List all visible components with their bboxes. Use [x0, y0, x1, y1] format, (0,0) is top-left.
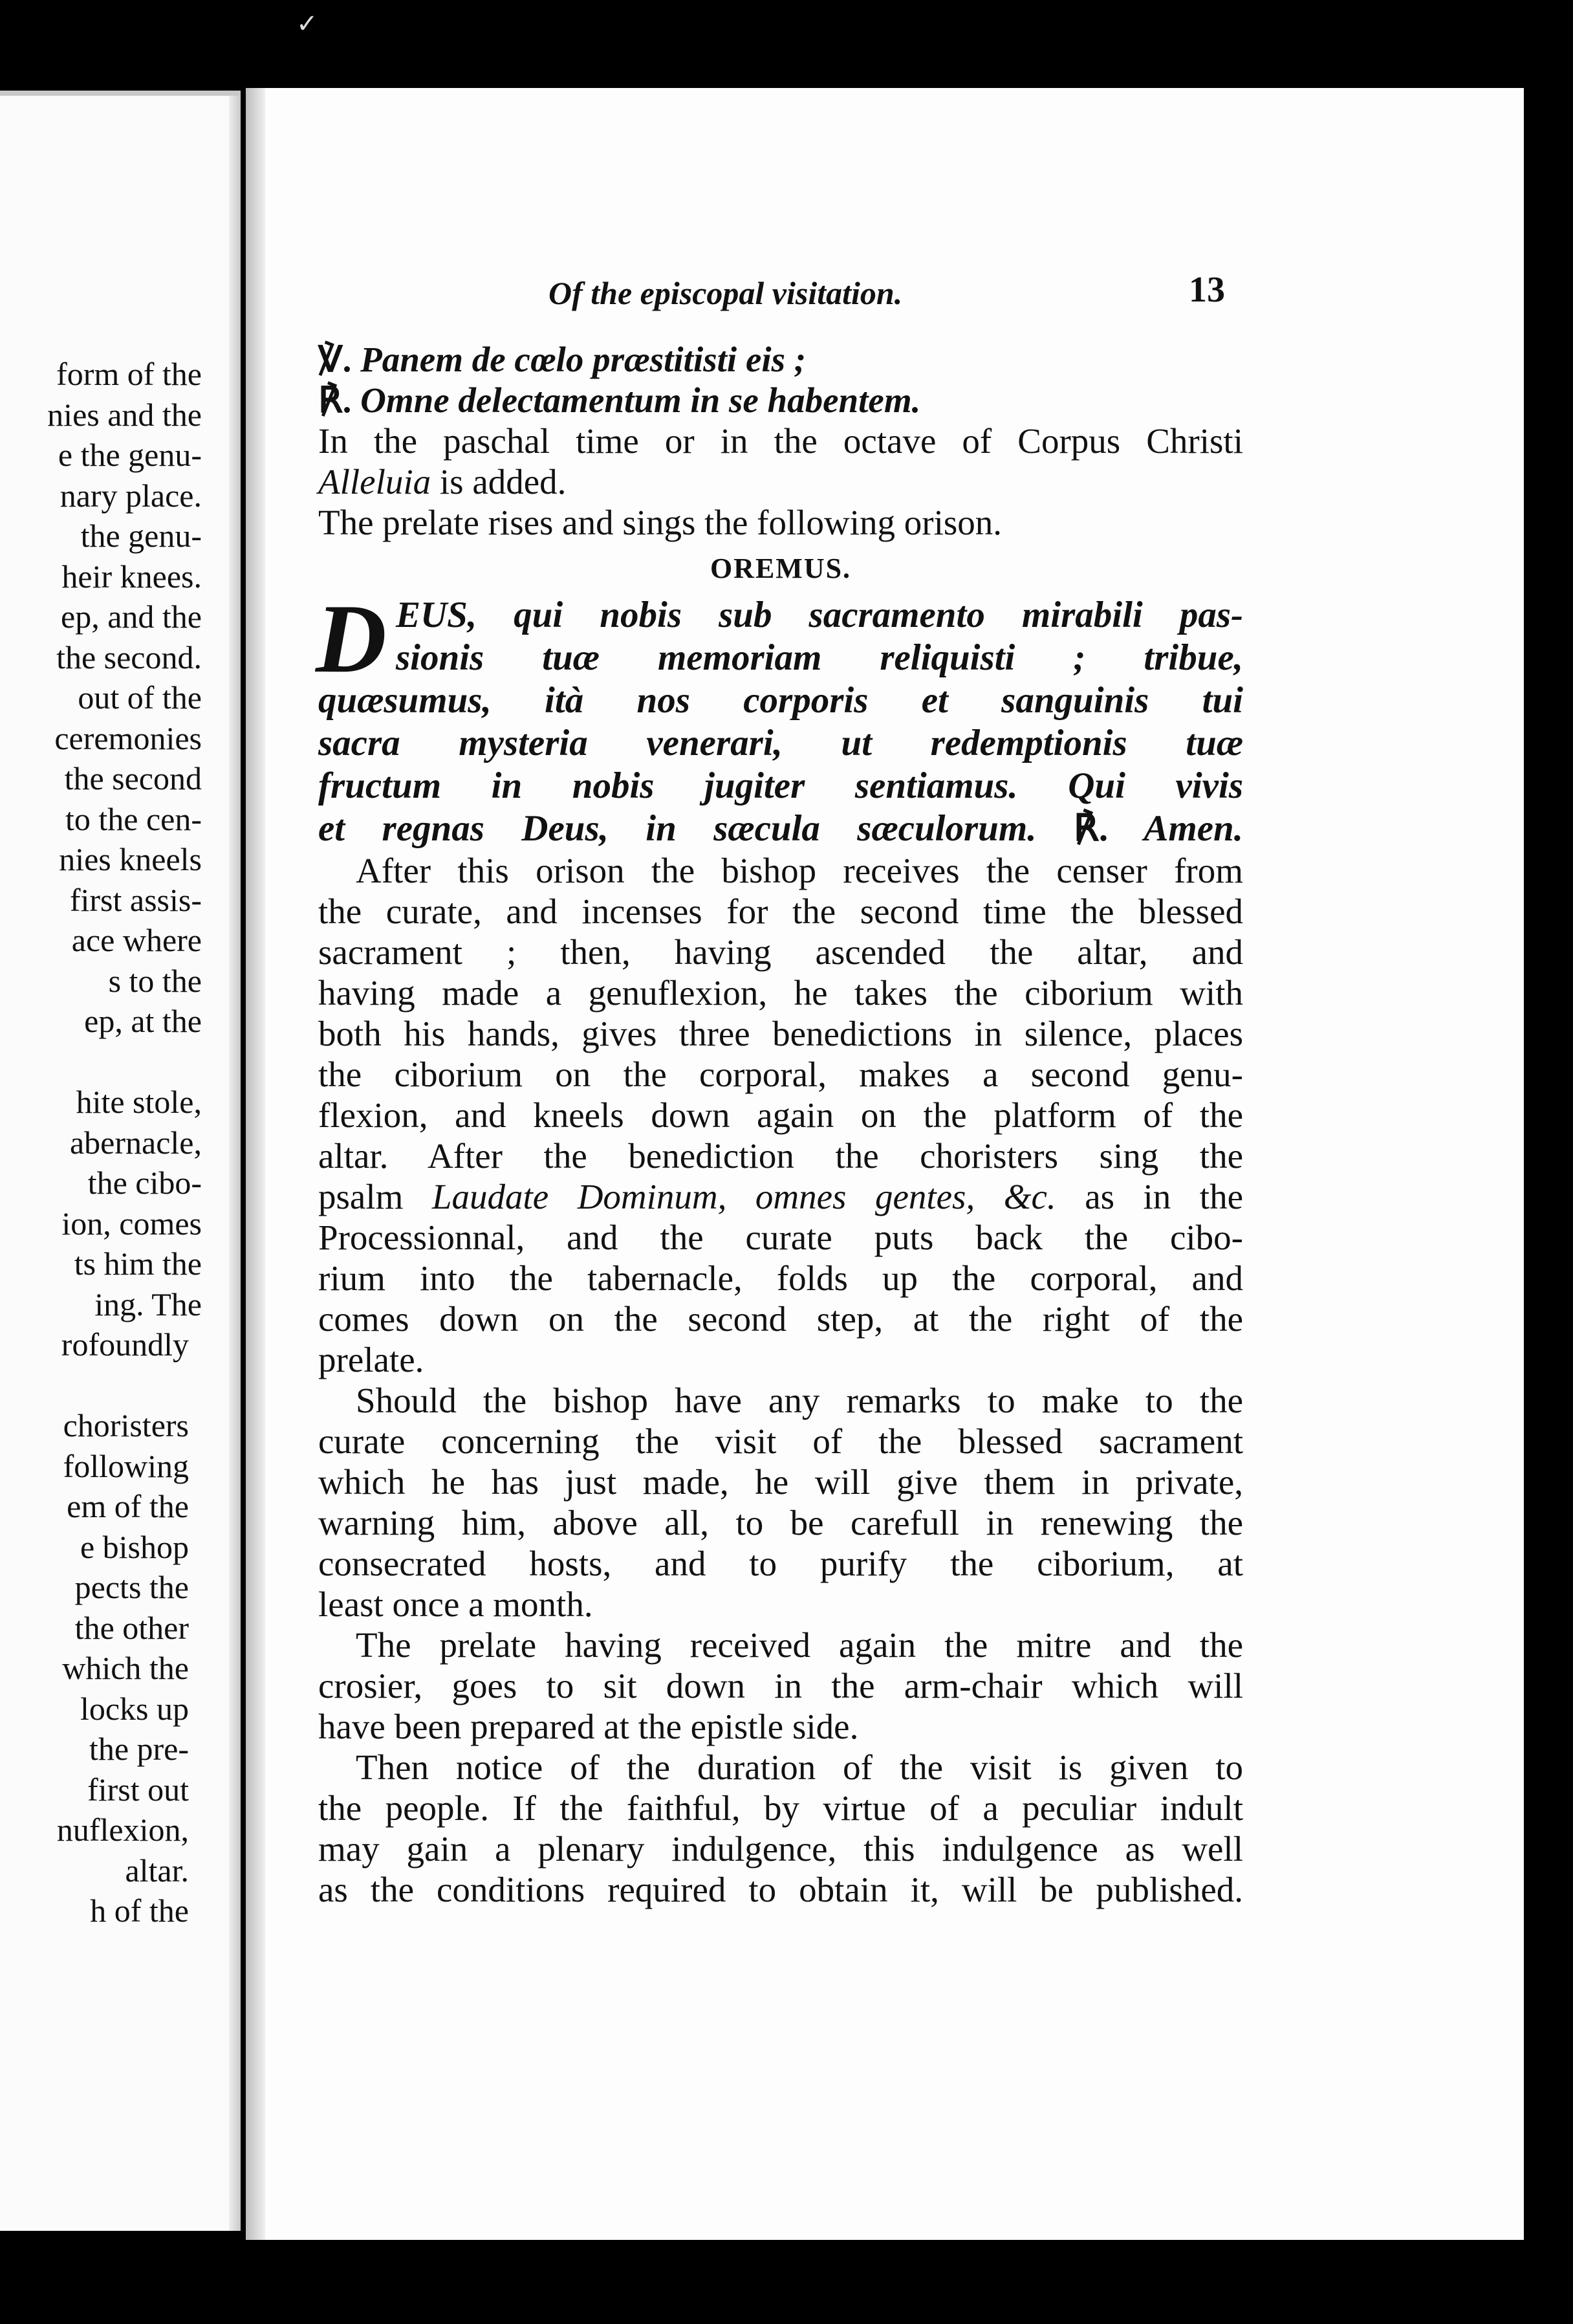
text-line: Should the bishop have any remarks to make to the — [356, 1381, 1243, 1420]
left-page-line: ceremonies — [54, 719, 202, 756]
left-page-line: ion, comes — [61, 1205, 202, 1242]
text-line: prelate. — [318, 1340, 424, 1379]
text-line: both his hands, gives three benedictions in silence, places — [318, 1014, 1243, 1053]
left-page-line: nies and the — [47, 396, 202, 433]
text-line: consecrated hosts, and to purify the ciborium, at — [318, 1544, 1243, 1583]
text-line: Then notice of the duration of the visit is given to — [356, 1748, 1243, 1787]
rubric-line: The prelate rises and sings the following orison. — [318, 503, 1003, 542]
left-page-line: ts him the — [74, 1245, 202, 1282]
left-page-line: nuflexion, — [56, 1812, 189, 1848]
paragraph-after-orison — [318, 850, 1243, 1380]
prayer-text: et regnas Deus, in sæcula sæculorum. — [318, 808, 1037, 849]
prayer-line: quæsumus, ità nos corporis et sanguinis tui — [318, 680, 1243, 721]
text-line: which he has just made, he will give them in private, — [318, 1462, 1243, 1502]
left-page-line: which the — [62, 1650, 189, 1686]
left-page-line: em of the — [67, 1488, 189, 1524]
left-page-line: the cibo- — [87, 1165, 202, 1201]
text-line: having made a genuflexion, he takes the ciborium with — [318, 973, 1243, 1013]
left-page-line: ep, at the — [84, 1003, 202, 1039]
psalm-pre: psalm — [318, 1177, 404, 1216]
left-page-line: heir knees. — [61, 558, 202, 595]
psalm-etc: &c. — [1003, 1177, 1056, 1216]
text-line: the ciborium on the corporal, makes a second genu- — [318, 1055, 1243, 1094]
response-text: Omne delectamentum in se habentem. — [360, 380, 921, 420]
text-line: the curate, and incenses for the second time the blessed — [318, 892, 1243, 931]
text-line: flexion, and kneels down again on the platform of the — [318, 1095, 1243, 1135]
text-line: The prelate having received again the mitre and the — [356, 1625, 1243, 1665]
rubric-line: In the paschal time or in the octave of Corpus Christi — [318, 421, 1243, 461]
text-line: as the conditions required to obtain it, will be published. — [318, 1870, 1243, 1909]
alleluia-word: Alleluia — [318, 462, 431, 501]
paragraph-remarks — [318, 1380, 1243, 1625]
text-line: least once a month. — [318, 1584, 593, 1624]
left-page-line: out of the — [78, 679, 202, 716]
versicle-symbol: ℣. — [318, 340, 352, 379]
left-page-line: the second — [64, 760, 202, 796]
versicle-line — [318, 339, 1243, 380]
left-page-line: e the genu- — [58, 437, 202, 473]
text-line: crosier, goes to sit down in the arm-chair which will — [318, 1666, 1243, 1705]
prayer-paragraph — [316, 584, 1244, 850]
corner-mark: ✓ — [296, 9, 318, 38]
left-page-line: the other — [74, 1609, 189, 1646]
text-line: comes down on the second step, at the right of the — [318, 1299, 1243, 1339]
oremus-heading: OREMUS. — [710, 553, 852, 584]
left-page-line: abernacle, — [69, 1124, 202, 1161]
left-page-fragment — [0, 91, 241, 2231]
text-line: warning him, above all, to be carefull in renewing the — [318, 1503, 1243, 1542]
text-line: Processionnal, and the curate puts back the cibo- — [318, 1218, 1243, 1257]
left-page-line: the second. — [56, 639, 202, 675]
amen-symbol: ℟. — [1073, 808, 1109, 849]
prayer-line: sionis tuæ memoriam reliquisti ; tribue, — [396, 637, 1243, 678]
prayer-line: EUS, qui nobis sub sacramento mirabili pas- — [396, 595, 1243, 635]
versicle-text: Panem de cœlo præstitisti eis ; — [360, 340, 807, 379]
text-line: sacrament ; then, having ascended the altar, and — [318, 932, 1243, 972]
left-page-line: locks up — [80, 1690, 189, 1727]
text-line: rium into the tabernacle, folds up the corporal, and — [318, 1258, 1243, 1298]
left-page-line: nary place. — [60, 477, 202, 514]
text-line: the people. If the faithful, by virtue of a peculiar indult — [318, 1788, 1243, 1828]
left-page-gutter — [229, 96, 241, 2231]
psalm-line — [318, 1176, 1243, 1217]
left-page-line: following — [63, 1447, 189, 1484]
left-page-line: ing. The — [94, 1286, 202, 1322]
text-line: After this orison the bishop receives the censer from — [356, 851, 1243, 890]
rubric-text: is added. — [439, 462, 567, 501]
rubric-line — [318, 461, 1243, 502]
left-page-line: first assis- — [69, 881, 202, 918]
left-page-line: choristers — [63, 1407, 189, 1443]
left-page-line: s to the — [108, 962, 202, 999]
left-page-line: first out — [87, 1771, 189, 1808]
prayer-line: fructum in nobis jugiter sentiamus. Qui vivis — [318, 765, 1243, 806]
binding-shadow — [246, 88, 265, 2240]
drop-capital: D — [316, 584, 387, 693]
left-page-line: nies kneels — [59, 841, 202, 877]
amen-word: Amen. — [1144, 808, 1244, 849]
left-page-line: h of the — [90, 1892, 189, 1929]
left-page-line: hite stole, — [76, 1084, 202, 1120]
left-page-line: e bishop — [80, 1528, 189, 1565]
left-page-line: rofoundly — [61, 1326, 189, 1363]
left-page-line: the pre- — [89, 1731, 189, 1767]
response-line — [318, 380, 1243, 421]
text-line: altar. After the benediction the choristers sing the — [318, 1136, 1243, 1176]
left-page-line: ace where — [71, 922, 202, 958]
left-page-line: to the cen- — [65, 800, 202, 837]
left-page-line: form of the — [56, 356, 202, 392]
prayer-line: sacra mysteria venerari, ut redemptionis tuæ — [318, 723, 1243, 763]
left-page-line: pects the — [74, 1569, 189, 1605]
psalm-post: as in the — [1085, 1177, 1243, 1216]
text-line: curate concerning the visit of the blessed sacrament — [318, 1421, 1243, 1461]
running-head: Of the episcopal visitation. — [548, 275, 903, 311]
main-text — [318, 339, 1243, 1910]
response-symbol: ℟. — [318, 380, 352, 420]
psalm-title: Laudate Dominum, omnes gentes, — [431, 1177, 975, 1216]
left-page-line: ep, and the — [61, 598, 202, 635]
paragraph-prelate-seated — [318, 1625, 1243, 1747]
prayer-line — [318, 807, 1243, 850]
left-page-line: the genu- — [80, 518, 202, 554]
text-line: may gain a plenary indulgence, this indulgence as well — [318, 1829, 1243, 1869]
page-number: 13 — [1189, 270, 1225, 310]
paragraph-notice — [318, 1747, 1243, 1910]
left-page-line: altar. — [125, 1852, 189, 1889]
text-line: have been prepared at the epistle side. — [318, 1707, 859, 1746]
right-page — [246, 88, 1524, 2240]
